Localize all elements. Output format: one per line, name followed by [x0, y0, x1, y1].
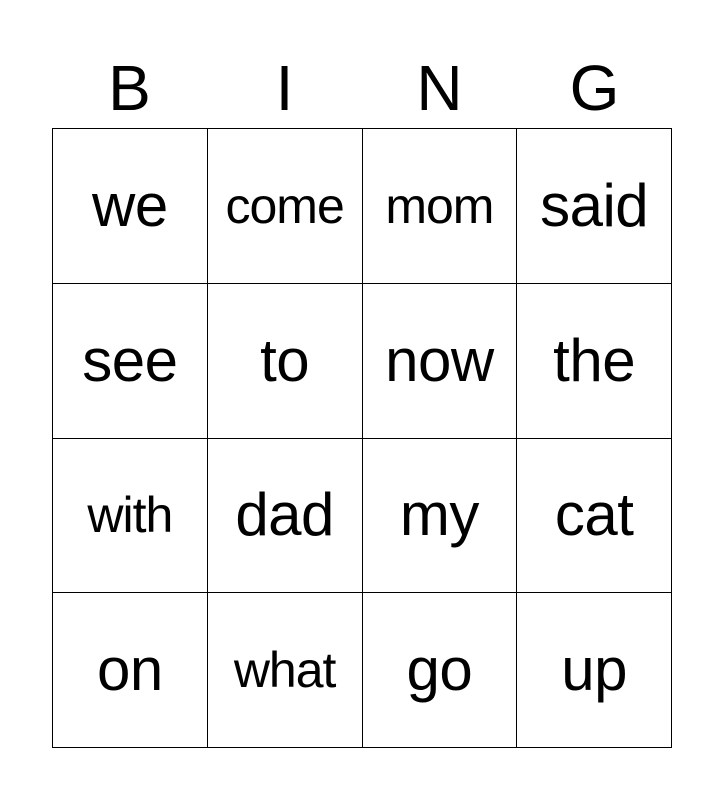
cell-word: with: [87, 487, 173, 544]
bingo-cell[interactable]: [208, 284, 363, 439]
bingo-cell[interactable]: [517, 129, 672, 284]
cell-word: mom: [385, 177, 494, 234]
bingo-cell[interactable]: [208, 129, 363, 284]
cell-word: we: [92, 171, 168, 239]
bingo-cell[interactable]: [208, 593, 363, 748]
bingo-cell[interactable]: [517, 439, 672, 594]
cell-word: cat: [554, 481, 634, 549]
bingo-header: [52, 48, 672, 128]
header-letter-n: N: [416, 52, 463, 124]
cell-word: come: [225, 177, 344, 234]
cell-word: up: [561, 636, 627, 704]
cell-word: on: [97, 636, 163, 704]
bingo-cell[interactable]: [363, 593, 518, 748]
cell-word: to: [260, 326, 310, 394]
cell-word: said: [540, 171, 649, 239]
bingo-cell[interactable]: [208, 439, 363, 594]
header-letter-b: B: [108, 52, 151, 124]
cell-word: what: [233, 642, 336, 699]
header-letter-i: I: [275, 52, 294, 124]
bingo-cell[interactable]: [363, 284, 518, 439]
bingo-cell[interactable]: [53, 593, 208, 748]
bingo-cell[interactable]: [517, 593, 672, 748]
cell-word: dad: [235, 481, 334, 549]
cell-word: my: [399, 481, 479, 549]
header-letter-g: G: [569, 52, 620, 124]
bingo-cell[interactable]: [363, 439, 518, 594]
bingo-cell[interactable]: [53, 129, 208, 284]
cell-word: the: [553, 326, 636, 394]
cell-word: go: [406, 636, 473, 704]
bingo-cell[interactable]: [363, 129, 518, 284]
bingo-cell[interactable]: [53, 439, 208, 594]
cell-word: now: [385, 326, 494, 394]
bingo-cell[interactable]: [517, 284, 672, 439]
cell-word: see: [82, 326, 178, 394]
bingo-cell[interactable]: [53, 284, 208, 439]
bingo-board: [52, 128, 672, 748]
